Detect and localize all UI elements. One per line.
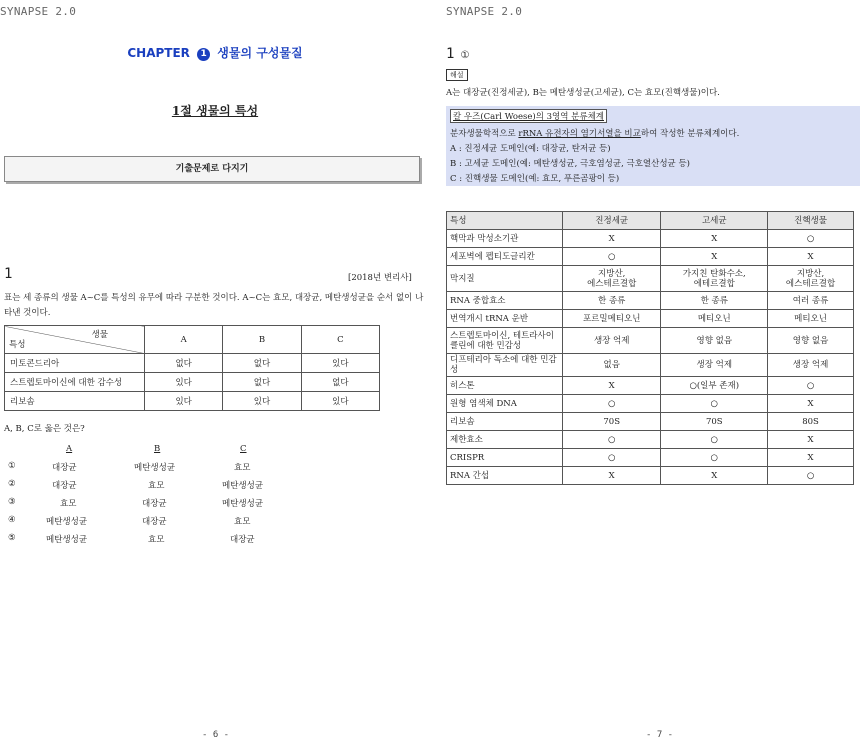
table-cell: 70S <box>661 413 768 431</box>
table-cell: X <box>768 449 854 467</box>
table-row <box>447 230 854 248</box>
row-label: 번역개시 tRNA 운반 <box>447 310 563 328</box>
table-cell: 70S <box>563 413 661 431</box>
table-cell: X <box>563 377 661 395</box>
section-title <box>0 102 430 119</box>
chapter-prefix: CHAPTER <box>127 46 190 60</box>
row-label: 스트렙토마이신에 대한 감수성 <box>5 373 145 392</box>
table-cell: ○ <box>661 449 768 467</box>
table-row <box>5 373 380 392</box>
explanation-text: A는 대장균(진정세균), B는 메탄생성균(고세균), C는 효모(진핵생물)이다. <box>446 88 720 98</box>
table-cell: 영향 없음 <box>661 328 768 354</box>
table-cell: 지방산, 에스테르결합 <box>563 266 661 292</box>
table-row <box>447 413 854 431</box>
column-header: 진정세균 <box>563 212 661 230</box>
table-cell: 있다 <box>301 392 379 411</box>
table-corner-cell <box>5 326 145 354</box>
column-header: 진핵생물 <box>768 212 854 230</box>
row-label: 스트렙토마이신, 테트라사이클린에 대한 민감성 <box>447 328 563 354</box>
row-label: 제한효소 <box>447 431 563 449</box>
concept-box-title <box>450 109 607 123</box>
answer-choice[interactable] <box>8 497 308 515</box>
table-row <box>447 354 854 377</box>
question-prompt: A, B, C로 옳은 것은? <box>4 424 85 434</box>
table-cell: ○ <box>563 449 661 467</box>
table-cell: 없음 <box>563 354 661 377</box>
table-cell: 없다 <box>223 354 301 373</box>
choice-value: 메탄생성균 <box>46 517 88 527</box>
table-cell: 포르밀메티오닌 <box>563 310 661 328</box>
choice-value: 메탄생성균 <box>134 463 176 473</box>
exam-section-bar: 기출문제로 다지기 <box>4 156 420 182</box>
concept-box <box>446 106 860 186</box>
table-cell: X <box>768 431 854 449</box>
answer-choice[interactable] <box>8 533 308 551</box>
question-text: 표는 세 종류의 생물 A~C를 특성의 유무에 따라 구분한 것이다. A~C는 효모, 대장균, 메탄생성균을 순서 없이 나타낸 것이다. <box>4 293 424 318</box>
row-label: RNA 간섭 <box>447 467 563 485</box>
column-header: 고세균 <box>661 212 768 230</box>
table-row <box>5 354 380 373</box>
table-row <box>447 266 854 292</box>
concept-line <box>450 127 739 139</box>
table-cell: ○ <box>768 377 854 395</box>
column-header: 특성 <box>447 212 563 230</box>
choice-mark: ⑤ <box>8 533 16 543</box>
choice-mark: ③ <box>8 497 16 507</box>
concept-line: B : 고세균 도메인(예: 메탄생성균, 극호염성균, 극호열산성균 등) <box>450 159 690 169</box>
concept-line: C : 진핵생물 도메인(예: 효모, 푸른곰팡이 등) <box>450 174 620 184</box>
choice-value: 대장균 <box>142 517 167 527</box>
table-cell: 있다 <box>301 354 379 373</box>
table-cell: X <box>661 248 768 266</box>
row-label: 히스톤 <box>447 377 563 395</box>
choice-mark: ② <box>8 479 16 489</box>
column-header: B <box>223 326 301 354</box>
chapter-title <box>0 44 430 61</box>
row-label: 리보솜 <box>447 413 563 431</box>
table-cell: 있다 <box>223 392 301 411</box>
concept-text: 분자생물학적으로 <box>450 129 519 139</box>
choice-value: 메탄생성균 <box>222 481 264 491</box>
table-row <box>447 377 854 395</box>
choice-value: 메탄생성균 <box>46 535 88 545</box>
table-cell: 생장 억제 <box>563 328 661 354</box>
row-label: 디프테리아 독소에 대한 민감성 <box>447 354 563 377</box>
choice-value: 효모 <box>148 535 165 545</box>
answer-choice[interactable] <box>8 461 308 479</box>
table-cell: ○ <box>768 467 854 485</box>
table-cell: 메티오닌 <box>768 310 854 328</box>
choice-value: 효모 <box>234 517 251 527</box>
table-cell: 생장 억제 <box>768 354 854 377</box>
column-header: A <box>145 326 223 354</box>
choice-mark: ④ <box>8 515 16 525</box>
table-cell: 영향 없음 <box>768 328 854 354</box>
concept-box-title-text: 칼 우즈(Carl Woese)의 3영역 분류체계 <box>453 112 605 122</box>
choice-header: B <box>154 444 161 454</box>
table-row <box>447 431 854 449</box>
choice-value: 대장균 <box>230 535 255 545</box>
table-cell: ○ <box>563 395 661 413</box>
table-cell: ○ <box>768 230 854 248</box>
corner-top-label: 생물 <box>91 330 108 340</box>
table-cell: X <box>661 467 768 485</box>
answer-choice[interactable] <box>8 515 308 533</box>
table-cell: 가지친 탄화수소, 에테르결합 <box>661 266 768 292</box>
answer-choice[interactable] <box>8 479 308 497</box>
answer-number <box>446 46 469 62</box>
question-source: [2018년 변리사] <box>348 273 412 283</box>
row-label: 세포벽에 펩티도글리칸 <box>447 248 563 266</box>
answer-question-number: 1 <box>446 46 455 62</box>
table-cell: 생장 억제 <box>661 354 768 377</box>
row-label: 막지질 <box>447 266 563 292</box>
row-label: RNA 중합효소 <box>447 292 563 310</box>
choice-value: 효모 <box>148 481 165 491</box>
table-row <box>447 310 854 328</box>
table-cell: X <box>563 230 661 248</box>
table-cell: X <box>768 395 854 413</box>
table-cell: 없다 <box>301 373 379 392</box>
answer-choice-mark: ① <box>460 50 470 61</box>
concept-underline-text: rRNA 유전자의 염기서열을 비교 <box>518 129 641 139</box>
table-cell: 여러 종류 <box>768 292 854 310</box>
row-label: 핵막과 막성소기관 <box>447 230 563 248</box>
table-cell: X <box>563 467 661 485</box>
table-cell: 메티오닌 <box>661 310 768 328</box>
choice-header: C <box>240 444 247 454</box>
section-title-text: 1절 생물의 특성 <box>171 104 259 118</box>
concept-text: 하여 작성한 분류체계이다. <box>640 129 740 139</box>
page-number: - 6 - <box>202 730 230 740</box>
chapter-number-badge: 1 <box>197 48 210 61</box>
choice-value: 대장균 <box>142 499 167 509</box>
table-row <box>5 392 380 411</box>
table-cell: 한 종류 <box>661 292 768 310</box>
table-row <box>447 328 854 354</box>
right-page <box>430 0 860 746</box>
question-number: 1 <box>4 266 13 282</box>
table-row <box>447 292 854 310</box>
question-table <box>4 325 380 411</box>
table-row <box>447 395 854 413</box>
choice-value: 대장균 <box>52 463 77 473</box>
running-header: SYNAPSE 2.0 <box>0 5 77 18</box>
table-cell: 없다 <box>145 354 223 373</box>
table-cell: X <box>768 248 854 266</box>
choice-value: 효모 <box>60 499 77 509</box>
table-cell: ○ <box>661 395 768 413</box>
table-cell: ○ <box>563 248 661 266</box>
chapter-name: 생물의 구성물질 <box>217 46 303 60</box>
row-label: 미토콘드리아 <box>5 354 145 373</box>
choice-value: 메탄생성균 <box>222 499 264 509</box>
table-cell: 없다 <box>223 373 301 392</box>
explanation-label: 해설 <box>446 69 468 81</box>
choice-value: 대장균 <box>52 481 77 491</box>
corner-bottom-label: 특성 <box>9 340 26 350</box>
table-cell: 있다 <box>145 392 223 411</box>
comparison-table <box>446 211 854 485</box>
column-header: C <box>301 326 379 354</box>
table-row <box>447 248 854 266</box>
table-cell: ○ <box>661 431 768 449</box>
table-cell: X <box>661 230 768 248</box>
table-header-row <box>447 212 854 230</box>
table-cell: 지방산, 에스테르결합 <box>768 266 854 292</box>
table-cell: ○(일부 존재) <box>661 377 768 395</box>
page-number: - 7 - <box>646 730 674 740</box>
table-row <box>447 449 854 467</box>
table-cell: 있다 <box>145 373 223 392</box>
table-cell: ○ <box>563 431 661 449</box>
choice-header: A <box>66 444 73 454</box>
table-cell: 80S <box>768 413 854 431</box>
table-cell: 한 종류 <box>563 292 661 310</box>
concept-line: A : 진정세균 도메인(예: 대장균, 탄저균 등) <box>450 144 611 154</box>
choice-value: 효모 <box>234 463 251 473</box>
row-label: 리보솜 <box>5 392 145 411</box>
table-row <box>447 467 854 485</box>
choice-mark: ① <box>8 461 16 471</box>
row-label: CRISPR <box>447 449 563 467</box>
row-label: 원형 염색체 DNA <box>447 395 563 413</box>
running-header: SYNAPSE 2.0 <box>446 5 523 18</box>
